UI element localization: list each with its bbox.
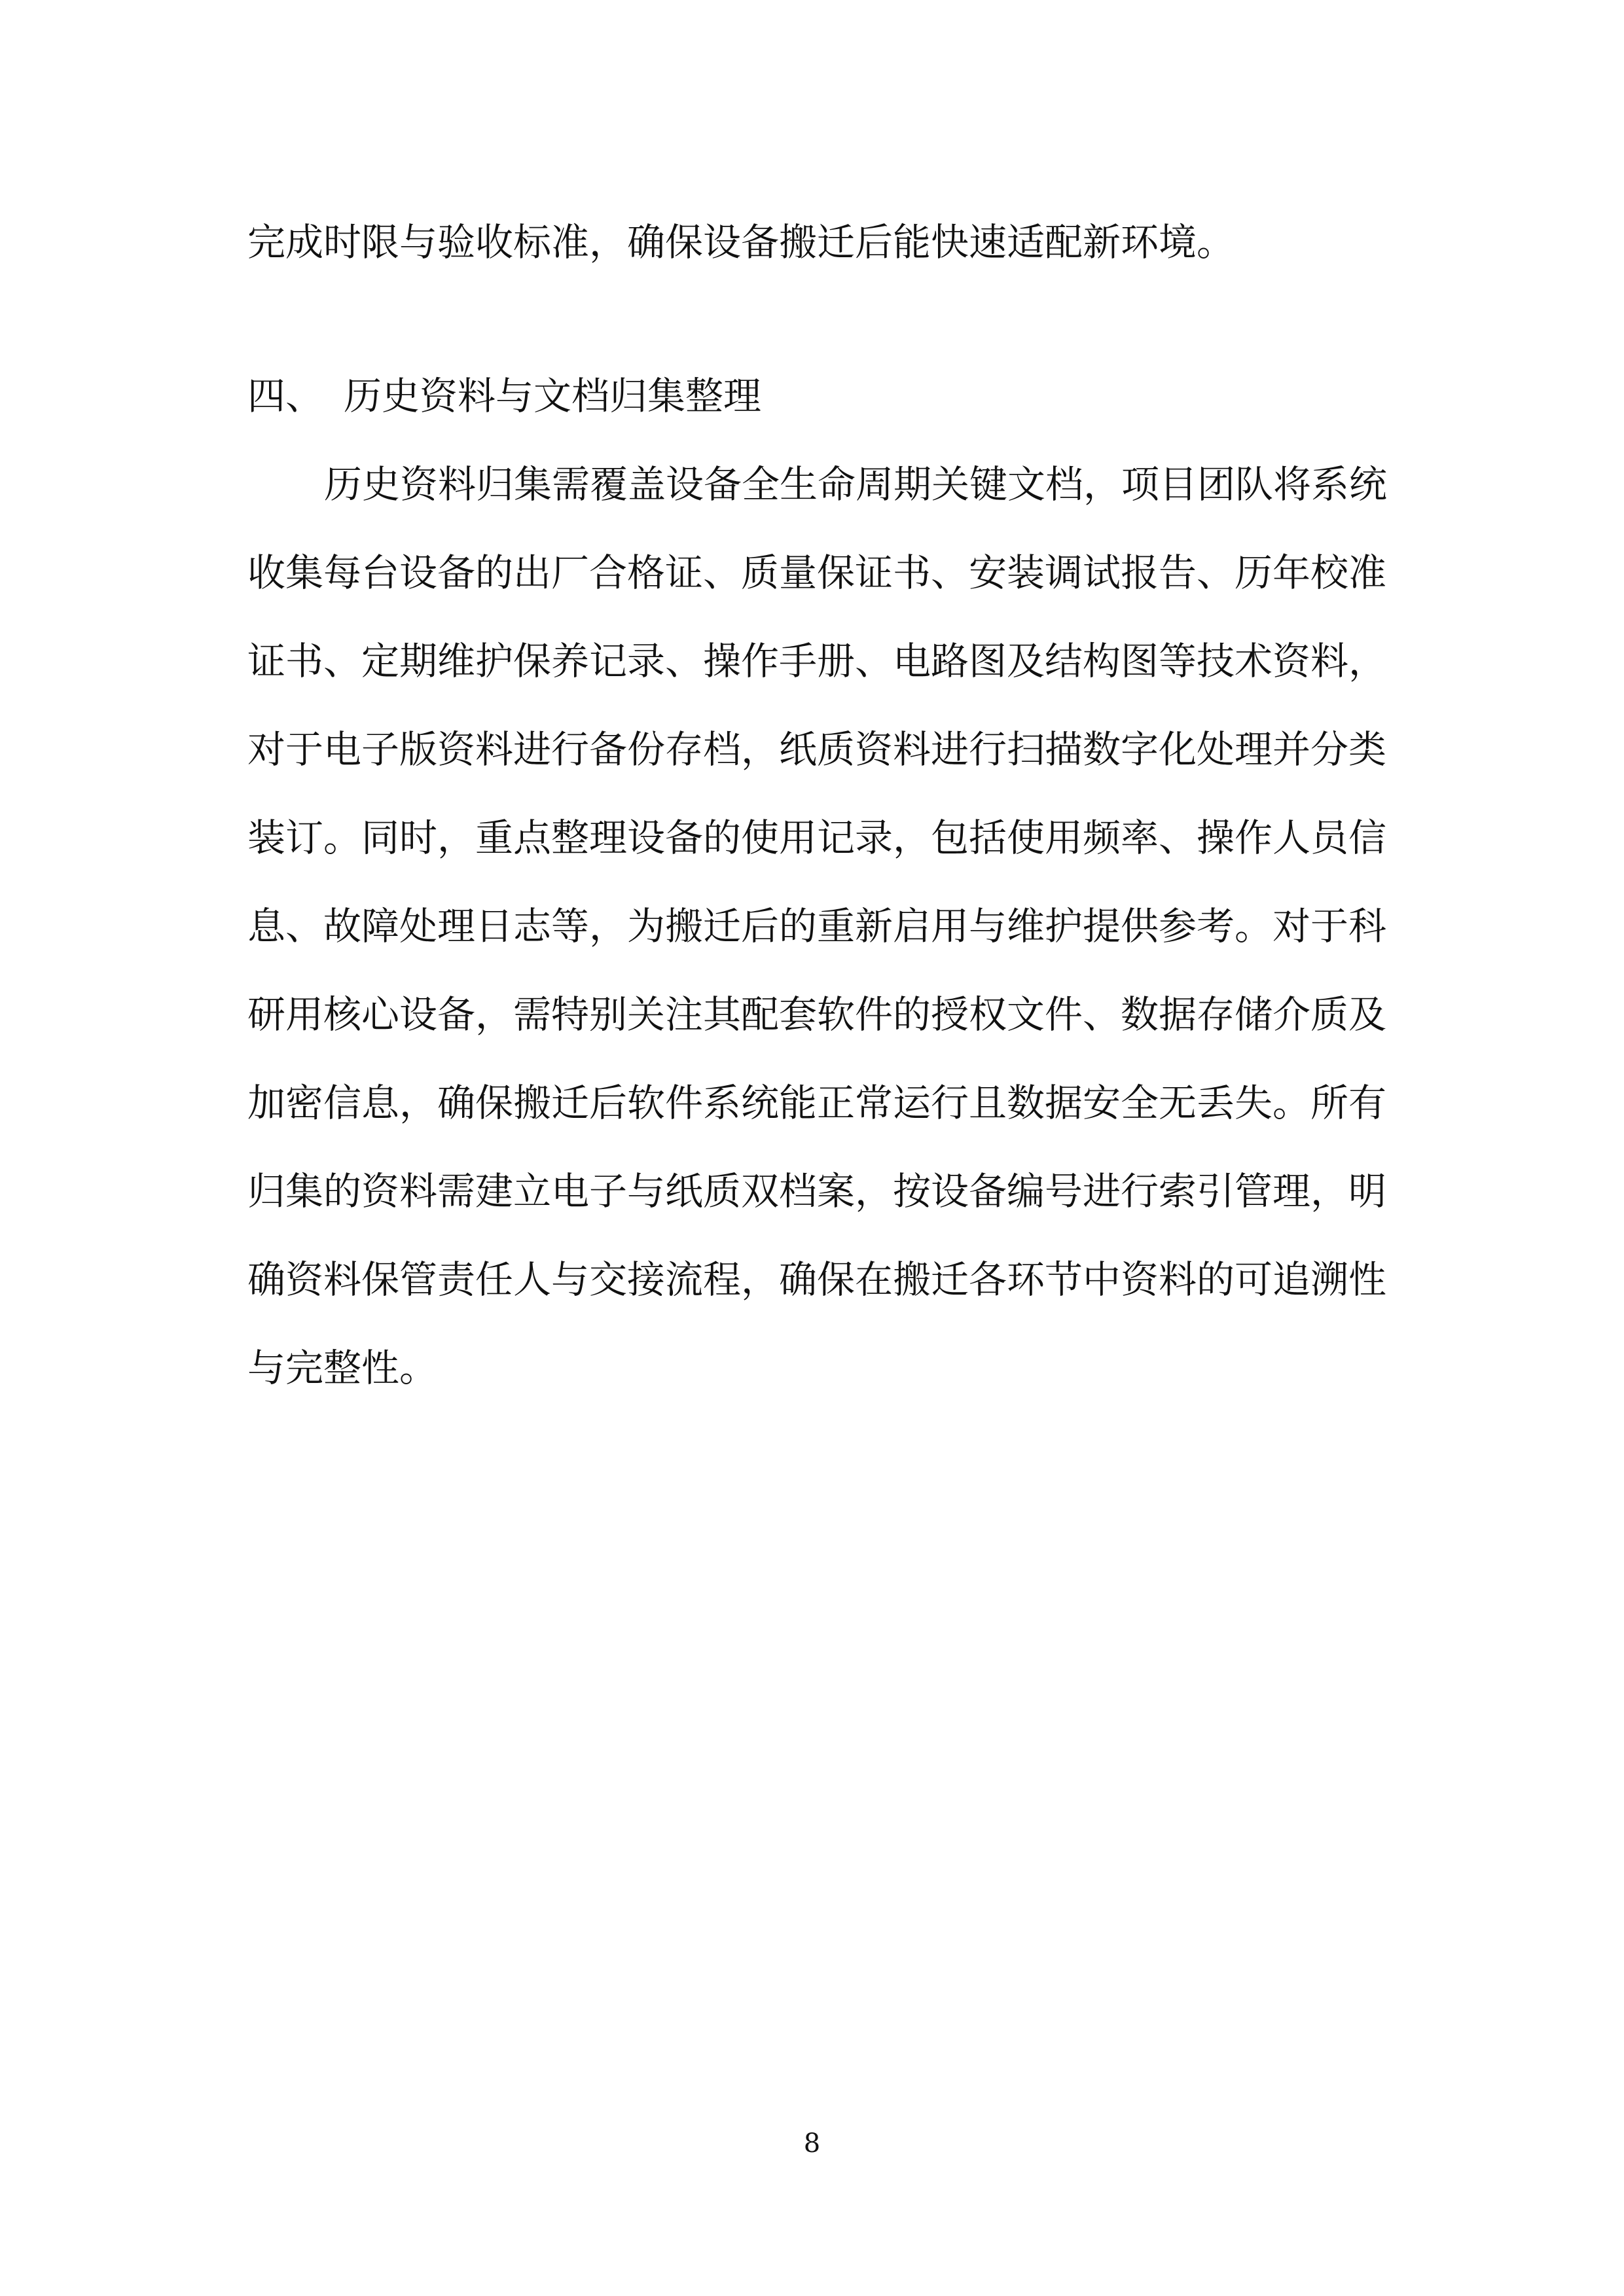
paragraph-line: 证书、定期维护保养记录、操作手册、电路图及结构图等技术资料， bbox=[247, 639, 1387, 683]
paragraph-line: 对于电子版资料进行备份存档，纸质资料进行扫描数字化处理并分类 bbox=[247, 727, 1387, 772]
paragraph-line: 装订。同时，重点整理设备的使用记录，包括使用频率、操作人员信 bbox=[247, 816, 1387, 860]
paragraph-line: 确资料保管责任人与交接流程，确保在搬迁各环节中资料的可追溯性 bbox=[247, 1257, 1387, 1302]
section-number: 四、 bbox=[247, 374, 324, 418]
paragraph-line: 历史资料归集需覆盖设备全生命周期关键文档，项目团队将系统 bbox=[324, 462, 1388, 507]
page-number: 8 bbox=[803, 2128, 821, 2159]
paragraph-line: 息、故障处理日志等，为搬迁后的重新启用与维护提供参考。对于科 bbox=[247, 904, 1387, 948]
paragraph-line: 与完整性。 bbox=[247, 1346, 438, 1390]
section-title: 历史资料与文档归集整理 bbox=[344, 374, 762, 418]
continued-paragraph-line: 完成时限与验收标准，确保设备搬迁后能快速适配新环境。 bbox=[247, 220, 1235, 264]
paragraph-line: 归集的资料需建立电子与纸质双档案，按设备编号进行索引管理，明 bbox=[247, 1169, 1387, 1213]
paragraph-line: 收集每台设备的出厂合格证、质量保证书、安装调试报告、历年校准 bbox=[247, 550, 1387, 595]
paragraph-line: 研用核心设备，需特别关注其配套软件的授权文件、数据存储介质及 bbox=[247, 992, 1387, 1037]
paragraph-line: 加密信息，确保搬迁后软件系统能正常运行且数据安全无丢失。所有 bbox=[247, 1081, 1387, 1125]
